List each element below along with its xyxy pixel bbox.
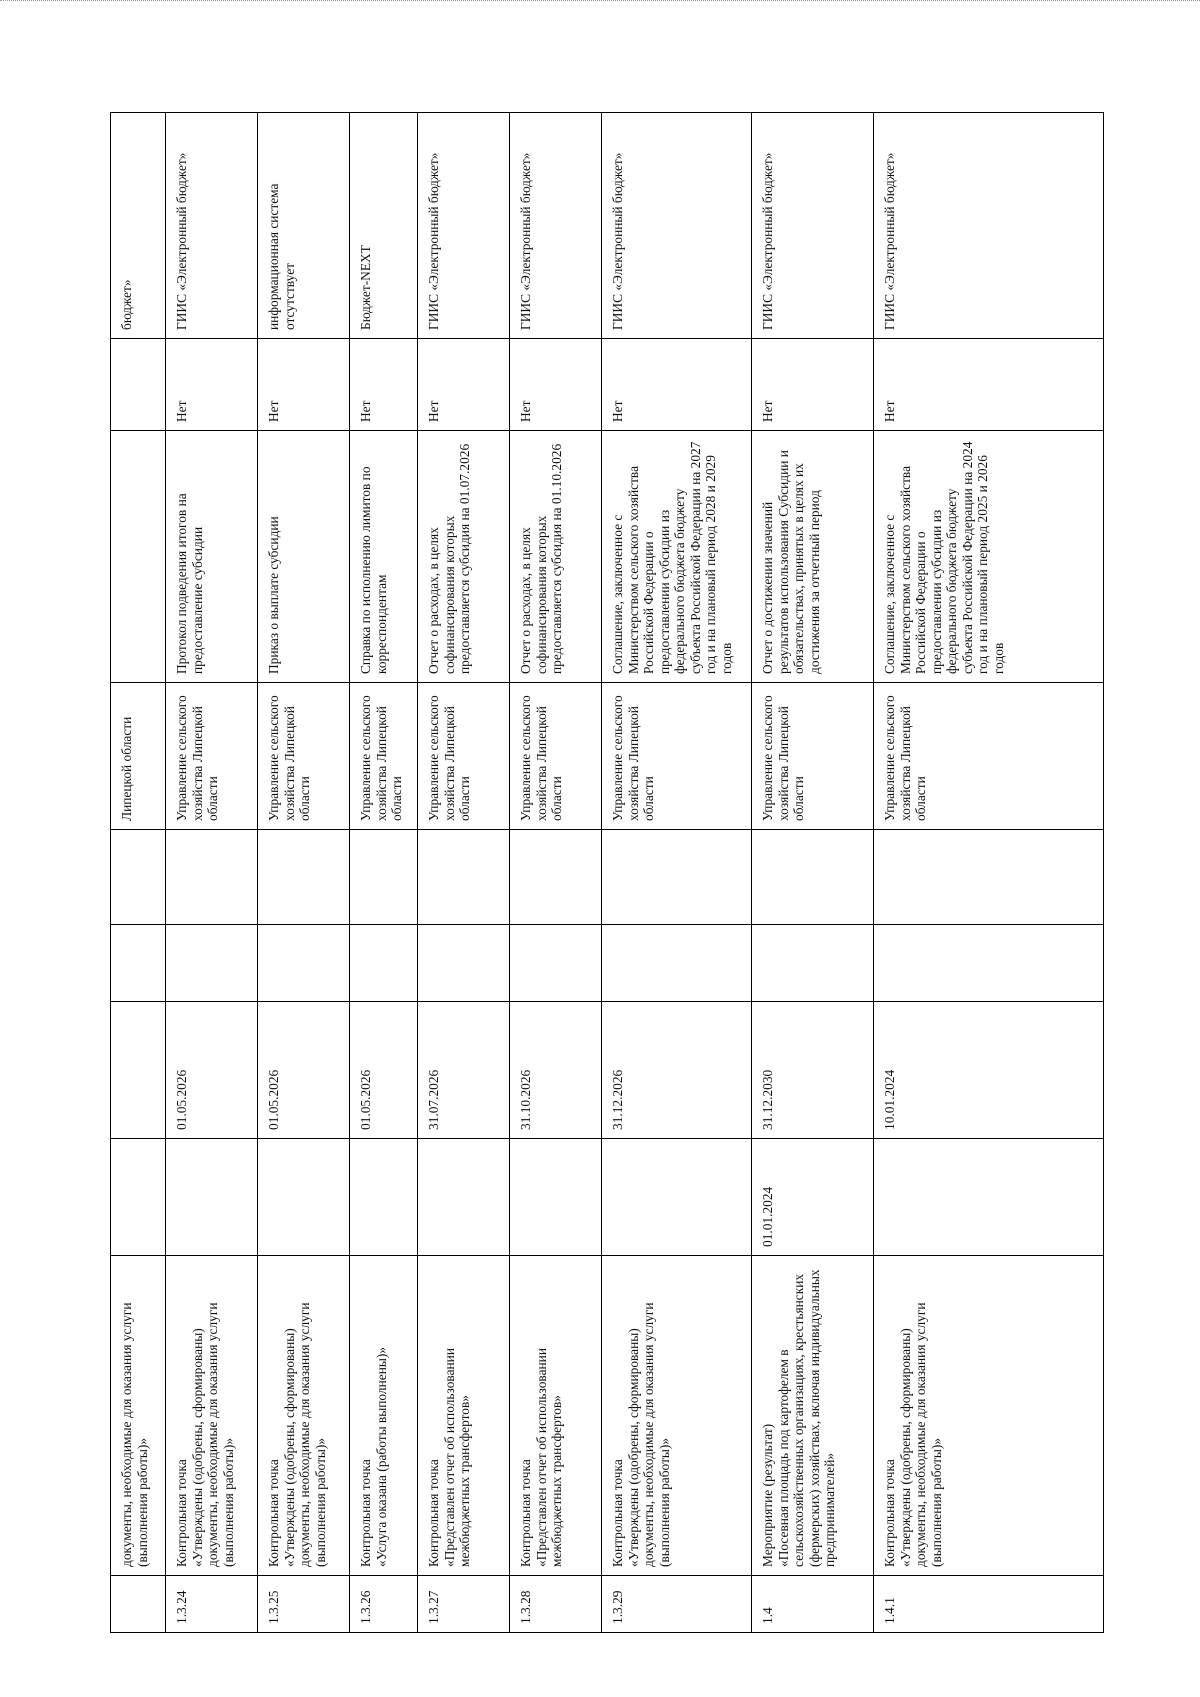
base-end-date: 10.01.2024 bbox=[882, 1069, 897, 1130]
table-row bbox=[258, 113, 350, 1633]
row-number-cell bbox=[166, 1576, 258, 1633]
table-row bbox=[752, 113, 874, 1633]
information-system-cell bbox=[602, 113, 752, 339]
actual-start-date-cell bbox=[602, 925, 752, 1002]
event-name: документы, необходимые для оказания услуги (выполнения работы)» bbox=[119, 1302, 150, 1567]
actual-end-date-cell bbox=[258, 830, 350, 925]
rotated-document-page bbox=[110, 113, 1103, 1633]
event-name-cell bbox=[418, 1256, 510, 1576]
approval-flag-cell bbox=[602, 339, 752, 431]
table-row bbox=[166, 113, 258, 1633]
approval-flag: Нет bbox=[610, 400, 625, 422]
base-end-date: 31.12.2026 bbox=[610, 1069, 625, 1130]
information-system: ГИИС «Электронный бюджет» bbox=[426, 152, 441, 330]
document-type-cell bbox=[510, 431, 602, 683]
event-name-cell bbox=[350, 1256, 418, 1576]
event-name-cell bbox=[111, 1256, 166, 1576]
base-end-date-cell bbox=[166, 1002, 258, 1139]
approval-flag-cell bbox=[350, 339, 418, 431]
actual-end-date-cell bbox=[350, 830, 418, 925]
information-system: ГИИС «Электронный бюджет» bbox=[760, 152, 775, 330]
row-number-cell bbox=[602, 1576, 752, 1633]
information-system-cell bbox=[258, 113, 350, 339]
document-type-cell bbox=[350, 431, 418, 683]
responsible-executor: Липецкой области bbox=[119, 716, 134, 821]
information-system: бюджет» bbox=[119, 279, 134, 330]
base-end-date-cell bbox=[418, 1002, 510, 1139]
actual-start-date-cell bbox=[166, 925, 258, 1002]
event-name-cell bbox=[752, 1256, 874, 1576]
row-number-cell bbox=[111, 1576, 166, 1633]
responsible-executor: Управление сельского хозяйства Липецкой области bbox=[426, 695, 473, 821]
actual-start-date-cell bbox=[418, 925, 510, 1002]
table-body bbox=[111, 113, 1104, 1633]
row-number: 1.4 bbox=[760, 1607, 775, 1624]
responsible-executor: Управление сельского хозяйства Липецкой области bbox=[266, 695, 313, 821]
document-type-cell bbox=[258, 431, 350, 683]
information-system: ГИИС «Электронный бюджет» bbox=[882, 152, 897, 330]
base-end-date: 01.05.2026 bbox=[358, 1069, 373, 1130]
information-system-cell bbox=[111, 113, 166, 339]
row-number: 1.3.29 bbox=[610, 1590, 625, 1624]
table-row bbox=[418, 113, 510, 1633]
approval-flag: Нет bbox=[266, 400, 281, 422]
document-type-cell bbox=[111, 431, 166, 683]
approval-flag: Нет bbox=[518, 400, 533, 422]
information-system: Бюджет-NEXT bbox=[358, 245, 373, 330]
information-system: ГИИС «Электронный бюджет» bbox=[518, 152, 533, 330]
document-type-cell bbox=[752, 431, 874, 683]
responsible-executor-cell bbox=[510, 683, 602, 830]
base-start-date-cell bbox=[602, 1139, 752, 1256]
information-system-cell bbox=[166, 113, 258, 339]
table-row bbox=[111, 113, 166, 1633]
responsible-executor-cell bbox=[602, 683, 752, 830]
approval-flag-cell bbox=[166, 339, 258, 431]
base-end-date-cell bbox=[258, 1002, 350, 1139]
row-number-cell bbox=[350, 1576, 418, 1633]
event-name: Контрольная точка «Утверждены (одобрены, сформированы) документы, необходимые для оказания услуги (выполнения работы)» bbox=[610, 1302, 672, 1567]
row-number: 1.3.25 bbox=[266, 1590, 281, 1624]
approval-flag-cell bbox=[111, 339, 166, 431]
base-start-date-cell bbox=[874, 1139, 1104, 1256]
approval-flag-cell bbox=[418, 339, 510, 431]
base-end-date: 01.05.2026 bbox=[174, 1069, 189, 1130]
information-system: ГИИС «Электронный бюджет» bbox=[174, 152, 189, 330]
document-type-cell bbox=[418, 431, 510, 683]
event-name: Мероприятие (результат) «Посевная площадь под картофелем в сельскохозяйственных организациях, крестьянских (фермерских) хозяйствах, включая индивидуальных предпринимателей» bbox=[760, 1269, 838, 1567]
row-number-cell bbox=[752, 1576, 874, 1633]
event-name-cell bbox=[166, 1256, 258, 1576]
responsible-executor-cell bbox=[350, 683, 418, 830]
document-type-cell bbox=[602, 431, 752, 683]
responsible-executor: Управление сельского хозяйства Липецкой области bbox=[174, 695, 221, 821]
responsible-executor-cell bbox=[418, 683, 510, 830]
document-type: Соглашение, заключенное с Министерством сельского хозяйства Российской Федерации о предоставлении субсидии из федерального бюджета бюджету субъекта Российской Федерации на 2024 год и на плановый период 2025 и 2026 годов bbox=[882, 441, 1006, 674]
information-system: ГИИС «Электронный бюджет» bbox=[610, 152, 625, 330]
actual-end-date-cell bbox=[166, 830, 258, 925]
actual-start-date-cell bbox=[350, 925, 418, 1002]
row-number: 1.3.26 bbox=[358, 1590, 373, 1624]
base-end-date: 31.07.2026 bbox=[426, 1069, 441, 1130]
row-number: 1.3.27 bbox=[426, 1590, 441, 1624]
document-type: Отчет о расходах, в целях софинансирования которых предоставляется субсидия на 01.07.2026 bbox=[426, 443, 473, 674]
table-row bbox=[602, 113, 752, 1633]
approval-flag-cell bbox=[510, 339, 602, 431]
base-end-date: 31.12.2030 bbox=[760, 1069, 775, 1130]
approval-flag: Нет bbox=[358, 400, 373, 422]
row-number-cell bbox=[258, 1576, 350, 1633]
actual-start-date-cell bbox=[752, 925, 874, 1002]
actual-start-date-cell bbox=[510, 925, 602, 1002]
responsible-executor-cell bbox=[752, 683, 874, 830]
document-type-cell bbox=[874, 431, 1104, 683]
information-system-cell bbox=[874, 113, 1104, 339]
base-start-date-cell bbox=[752, 1139, 874, 1256]
base-start-date-cell bbox=[510, 1139, 602, 1256]
row-number: 1.3.28 bbox=[518, 1590, 533, 1624]
information-system-cell bbox=[752, 113, 874, 339]
document-type: Отчет о достижении значений результатов использования Субсидии и обязательствах, принятых в целях их достижения за отчетный период bbox=[760, 450, 822, 674]
table-row bbox=[350, 113, 418, 1633]
base-end-date: 31.10.2026 bbox=[518, 1069, 533, 1130]
responsible-executor-cell bbox=[166, 683, 258, 830]
row-number: 1.3.24 bbox=[174, 1590, 189, 1624]
actual-end-date-cell bbox=[602, 830, 752, 925]
scan-edge-line bbox=[0, 0, 1200, 1]
table-row bbox=[874, 113, 1104, 1633]
responsible-executor: Управление сельского хозяйства Липецкой области bbox=[518, 695, 565, 821]
event-name-cell bbox=[258, 1256, 350, 1576]
document-type: Соглашение, заключенное с Министерством сельского хозяйства Российской Федерации о предоставлении субсидии из федерального бюджета бюджету субъекта Российской Федерации на 2027 год и на плановый период 2028 и 2029 годов bbox=[610, 441, 734, 674]
event-name: Контрольная точка «Представлен отчет об использовании межбюджетных трансфертов» bbox=[426, 1347, 473, 1567]
row-number-cell bbox=[418, 1576, 510, 1633]
approval-flag: Нет bbox=[174, 400, 189, 422]
actual-end-date-cell bbox=[418, 830, 510, 925]
event-name: Контрольная точка «Услуга оказана (работы выполнены)» bbox=[358, 1346, 389, 1567]
document-type: Отчет о расходах, в целях софинансирования которых предоставляется субсидия на 01.10.2026 bbox=[518, 443, 565, 674]
event-name: Контрольная точка «Утверждены (одобрены, сформированы) документы, необходимые для оказания услуги (выполнения работы)» bbox=[882, 1302, 944, 1567]
responsible-executor-cell bbox=[258, 683, 350, 830]
responsible-executor: Управление сельского хозяйства Липецкой области bbox=[358, 695, 405, 821]
responsible-executor-cell bbox=[874, 683, 1104, 830]
base-start-date-cell bbox=[350, 1139, 418, 1256]
approval-flag-cell bbox=[258, 339, 350, 431]
approval-flag-cell bbox=[752, 339, 874, 431]
table-row bbox=[510, 113, 602, 1633]
row-number-cell bbox=[874, 1576, 1104, 1633]
approval-flag: Нет bbox=[760, 400, 775, 422]
row-number: 1.4.1 bbox=[882, 1597, 897, 1624]
responsible-executor: Управление сельского хозяйства Липецкой области bbox=[610, 695, 657, 821]
base-start-date-cell bbox=[111, 1139, 166, 1256]
approval-flag: Нет bbox=[882, 400, 897, 422]
row-number-cell bbox=[510, 1576, 602, 1633]
event-name-cell bbox=[874, 1256, 1104, 1576]
document-type-cell bbox=[166, 431, 258, 683]
base-end-date: 01.05.2026 bbox=[266, 1069, 281, 1130]
event-name-cell bbox=[510, 1256, 602, 1576]
actual-end-date-cell bbox=[874, 830, 1104, 925]
base-end-date-cell bbox=[510, 1002, 602, 1139]
actual-end-date-cell bbox=[752, 830, 874, 925]
responsible-executor-cell bbox=[111, 683, 166, 830]
control-points-table bbox=[110, 112, 1104, 1633]
base-end-date-cell bbox=[350, 1002, 418, 1139]
base-start-date-cell bbox=[418, 1139, 510, 1256]
information-system-cell bbox=[350, 113, 418, 339]
responsible-executor: Управление сельского хозяйства Липецкой области bbox=[760, 695, 807, 821]
information-system-cell bbox=[510, 113, 602, 339]
document-type: Протокол подведения итогов на предоставление субсидии bbox=[174, 493, 205, 674]
base-end-date-cell bbox=[752, 1002, 874, 1139]
information-system-cell bbox=[418, 113, 510, 339]
approval-flag-cell bbox=[874, 339, 1104, 431]
responsible-executor: Управление сельского хозяйства Липецкой области bbox=[882, 695, 929, 821]
actual-start-date-cell bbox=[258, 925, 350, 1002]
event-name-cell bbox=[602, 1256, 752, 1576]
base-end-date-cell bbox=[111, 1002, 166, 1139]
base-start-date: 01.01.2024 bbox=[760, 1186, 775, 1247]
actual-end-date-cell bbox=[510, 830, 602, 925]
document-type: Справка по исполнению лимитов по корреспондентам bbox=[358, 466, 389, 674]
actual-start-date-cell bbox=[111, 925, 166, 1002]
base-end-date-cell bbox=[602, 1002, 752, 1139]
information-system: информационная система отсутствует bbox=[266, 183, 297, 330]
base-start-date-cell bbox=[166, 1139, 258, 1256]
document-type: Приказ о выплате субсидии bbox=[266, 516, 281, 674]
base-start-date-cell bbox=[258, 1139, 350, 1256]
event-name: Контрольная точка «Утверждены (одобрены, сформированы) документы, необходимые для оказания услуги (выполнения работы)» bbox=[174, 1302, 236, 1567]
actual-start-date-cell bbox=[874, 925, 1104, 1002]
base-end-date-cell bbox=[874, 1002, 1104, 1139]
actual-end-date-cell bbox=[111, 830, 166, 925]
event-name: Контрольная точка «Утверждены (одобрены, сформированы) документы, необходимые для оказания услуги (выполнения работы)» bbox=[266, 1302, 328, 1567]
event-name: Контрольная точка «Представлен отчет об использовании межбюджетных трансфертов» bbox=[518, 1347, 565, 1567]
approval-flag: Нет bbox=[426, 400, 441, 422]
